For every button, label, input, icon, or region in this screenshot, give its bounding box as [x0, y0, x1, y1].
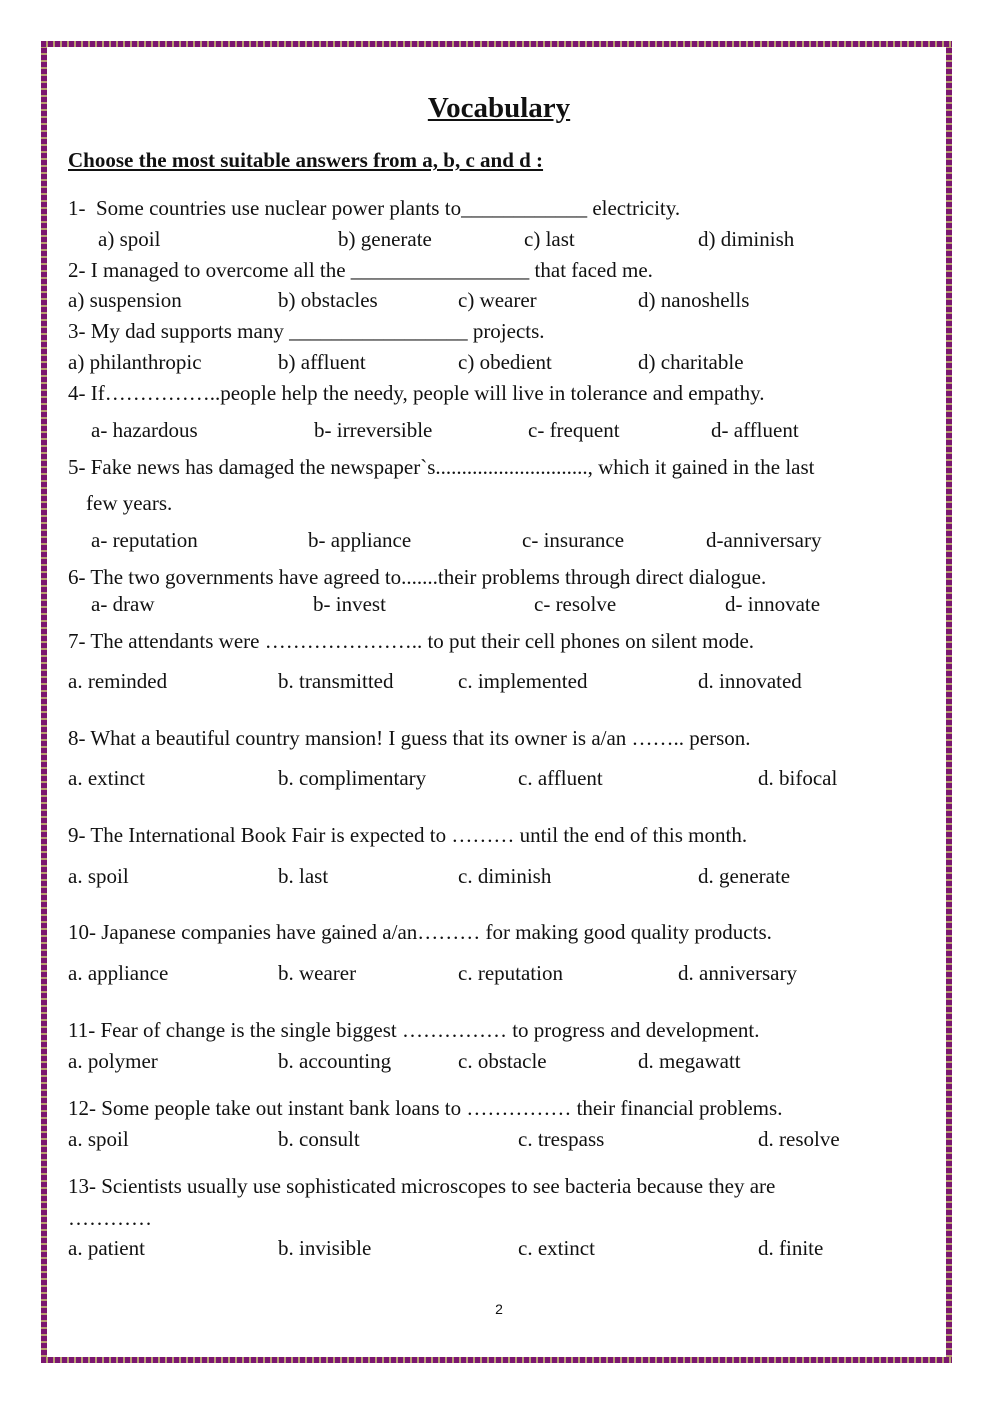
instruction-heading: Choose the most suitable answers from a, b, c and d :: [68, 148, 544, 172]
page-title: Vocabulary: [427, 92, 571, 124]
answer-option: d. finite: [758, 1236, 824, 1260]
question-text: 11- Fear of change is the single biggest …………… to progress and development.: [68, 1018, 760, 1042]
answer-option: d- affluent: [711, 418, 799, 442]
answer-option: c- frequent: [528, 418, 620, 442]
answer-option: b- invest: [313, 592, 386, 616]
answer-option: b. invisible: [278, 1236, 372, 1260]
answer-option: d) diminish: [698, 227, 795, 251]
answer-option: c- insurance: [522, 528, 625, 552]
answer-option: b. last: [278, 864, 329, 888]
answer-option: a- reputation: [91, 528, 198, 552]
question-text: 10- Japanese companies have gained a/an……… for making good quality products.: [68, 920, 772, 944]
answer-option: b- irreversible: [314, 418, 433, 442]
answer-option: b. accounting: [278, 1049, 392, 1073]
answer-option: d) charitable: [638, 350, 744, 374]
question-text: 2- I managed to overcome all the _________________ that faced me.: [68, 258, 653, 282]
answer-option: b- appliance: [308, 528, 412, 552]
question-text: few years.: [86, 491, 173, 515]
answer-option: d-anniversary: [706, 528, 822, 552]
question-text: 7- The attendants were ………………….. to put their cell phones on silent mode.: [68, 629, 755, 653]
answer-option: d. anniversary: [678, 961, 797, 985]
answer-option: a. patient: [68, 1236, 145, 1260]
answer-option: d. megawatt: [638, 1049, 741, 1073]
answer-option: a. appliance: [68, 961, 169, 985]
answer-option: a- draw: [91, 592, 155, 616]
question-text: 1- Some countries use nuclear power plants to____________ electricity.: [68, 196, 681, 220]
question-text: 3- My dad supports many _________________ projects.: [68, 319, 545, 343]
decorative-page-border: [41, 41, 952, 1363]
answer-option: c) obedient: [458, 350, 552, 374]
answer-option: c. affluent: [518, 766, 603, 790]
answer-option: b. consult: [278, 1127, 360, 1151]
answer-option: c. diminish: [458, 864, 552, 888]
answer-option: a- hazardous: [91, 418, 198, 442]
question-text: 6- The two governments have agreed to.......their problems through direct dialogue.: [68, 565, 767, 589]
answer-option: b) affluent: [278, 350, 366, 374]
answer-option: c- resolve: [534, 592, 617, 616]
answer-option: b) obstacles: [278, 288, 378, 312]
answer-option: a) suspension: [68, 288, 182, 312]
question-text: 4- If……………..people help the needy, people will live in tolerance and empathy.: [68, 381, 765, 405]
answer-option: d. bifocal: [758, 766, 838, 790]
answer-option: d. innovated: [698, 669, 802, 693]
answer-option: c. obstacle: [458, 1049, 547, 1073]
answer-option: b. wearer: [278, 961, 357, 985]
answer-option: c) last: [524, 227, 575, 251]
answer-option: b) generate: [338, 227, 432, 251]
answer-option: c. reputation: [458, 961, 563, 985]
answer-option: d. generate: [698, 864, 791, 888]
answer-option: c. extinct: [518, 1236, 595, 1260]
answer-option: b. transmitted: [278, 669, 394, 693]
answer-option: c. trespass: [518, 1127, 605, 1151]
answer-option: a. spoil: [68, 1127, 129, 1151]
question-text: 9- The International Book Fair is expected to ……… until the end of this month.: [68, 823, 748, 847]
answer-option: c) wearer: [458, 288, 537, 312]
answer-option: d- innovate: [725, 592, 821, 616]
answer-option: a) spoil: [98, 227, 161, 251]
answer-option: c. implemented: [458, 669, 588, 693]
question-text: 8- What a beautiful country mansion! I guess that its owner is a/an …….. person.: [68, 726, 751, 750]
answer-option: a) philanthropic: [68, 350, 202, 374]
answer-option: a. spoil: [68, 864, 129, 888]
answer-option: a. extinct: [68, 766, 145, 790]
answer-option: d) nanoshells: [638, 288, 750, 312]
answer-option: a. polymer: [68, 1049, 158, 1073]
question-text: 5- Fake news has damaged the newspaper`s............................., which it gained in the last: [68, 455, 815, 479]
question-text: 12- Some people take out instant bank loans to …………… their financial problems.: [68, 1096, 783, 1120]
answer-option: b. complimentary: [278, 766, 427, 790]
answer-option: a. reminded: [68, 669, 168, 693]
answer-option: d. resolve: [758, 1127, 840, 1151]
question-text: …………: [68, 1206, 152, 1230]
page-number: 2: [495, 1301, 503, 1317]
question-text: 13- Scientists usually use sophisticated microscopes to see bacteria because they are: [68, 1174, 776, 1198]
